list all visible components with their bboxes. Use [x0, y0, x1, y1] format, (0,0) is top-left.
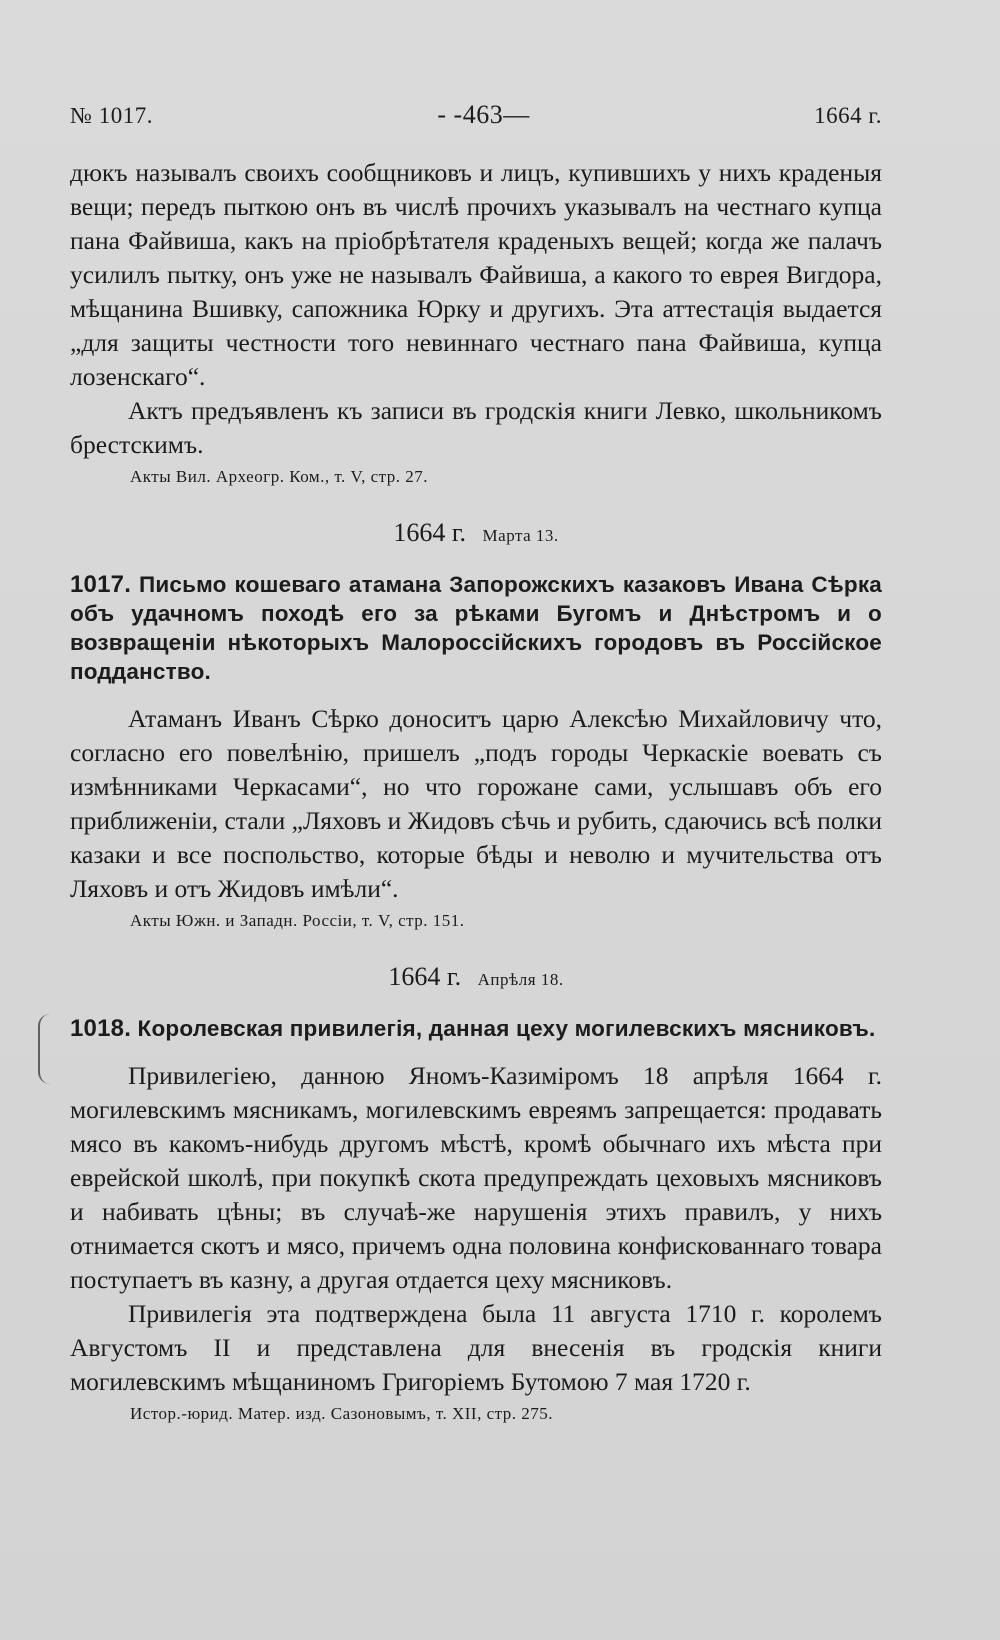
doc-1018-source: Истор.-юрид. Матер. изд. Сазоновымъ, т. XII, стр. 275.: [130, 1404, 554, 1423]
doc-1018-number: 1018.: [70, 1015, 132, 1042]
doc-1018-day: Апрѣля 18.: [477, 970, 564, 989]
page-number: - -463—: [437, 100, 530, 129]
doc-1018-year: 1664 г.: [388, 962, 462, 991]
doc-1017-year: 1664 г.: [393, 518, 467, 547]
doc-1018-body-para1: Привилегіею, данною Яномъ-Казиміромъ 18 апрѣля 1664 г. могилевскимъ мясникамъ, могилевскимъ евреямъ запрещается: продавать мясо въ какомъ-нибудь другомъ мѣстѣ, кромѣ обычнаго ихъ мѣста при еврейской школѣ, при покупкѣ скота предупреждать цеховыхъ мясниковъ и набивать цѣны; въ случаѣ-же нарушенія этихъ правилъ, у нихъ отнимается скотъ и мясо, причемъ одна половина конфискованнаго товара поступаетъ въ казну, а другая отдается цеху мясниковъ.: [70, 1061, 882, 1294]
doc-1017-day: Марта 13.: [482, 526, 559, 545]
doc-1017-heading: [70, 570, 882, 686]
doc-1018-heading: [70, 1014, 882, 1043]
doc-1017-number: 1017.: [70, 571, 132, 598]
continuation-note: Актъ предъявленъ къ записи въ гродскія книги Левко, школьникомъ брестскимъ.: [70, 396, 882, 459]
doc-1017-body: Атаманъ Иванъ Сѣрко доноситъ царю Алексѣю Михайловичу что, согласно его повелѣнію, пришелъ „подъ городы Черкаскіе воевать съ измѣнниками Черкасами“, но что горожане сами, услышавъ объ его приближеніи, стали „Ляховъ и Жидовъ сѣчь и рубить, сдаючись всѣ полки казаки и все поспольство, которые бѣды и неволю и мучительства отъ Ляховъ и отъ Жидовъ имѣли“.: [70, 704, 882, 903]
doc-1017-source: Акты Южн. и Западн. Россіи, т. V, стр. 151.: [130, 911, 465, 930]
doc-1018-body-para2: Привилегія эта подтверждена была 11 августа 1710 г. королемъ Августомъ II и представлена для внесенія въ гродскія книги могилевскимъ мѣщаниномъ Григоріемъ Бутомою 7 мая 1720 г.: [70, 1299, 882, 1396]
header-year: 1664 г.: [814, 103, 882, 128]
running-header: [70, 100, 882, 130]
doc-1018-title: Королевская привилегія, данная цеху могилевскихъ мясниковъ.: [137, 1016, 876, 1041]
continuation-source: Акты Вил. Археогр. Ком., т. V, стр. 27.: [130, 467, 429, 486]
doc-1018-date: [70, 962, 882, 992]
continuation-paragraph: дюкъ называлъ своихъ сообщниковъ и лицъ, купившихъ у нихъ краденыя вещи; передъ пыткою онъ въ числѣ прочихъ указывалъ на честнаго купца пана Файвиша, какъ на пріобрѣтателя краденыхъ вещей; когда же палачъ усилилъ пытку, онъ уже не называлъ Файвиша, а какого то еврея Вигдора, мѣщанина Вшивку, сапожника Юрку и другихъ. Эта аттестація выдается „для защиты честности того невиннаго честнаго пана Файвиша, купца лозенскаго“.: [70, 158, 882, 391]
doc-1017-title: Письмо кошеваго атамана Запорожскихъ казаковъ Ивана Сѣрка объ удачномъ походѣ его за рѣками Бугомъ и Днѣстромъ и о возвращеніи нѣкоторыхъ Малороссійскихъ городовъ въ Россійское подданство.: [70, 572, 883, 684]
header-document-number: № 1017.: [70, 103, 153, 128]
doc-1017-date: [70, 518, 882, 548]
margin-pencil-mark: [38, 1014, 54, 1084]
